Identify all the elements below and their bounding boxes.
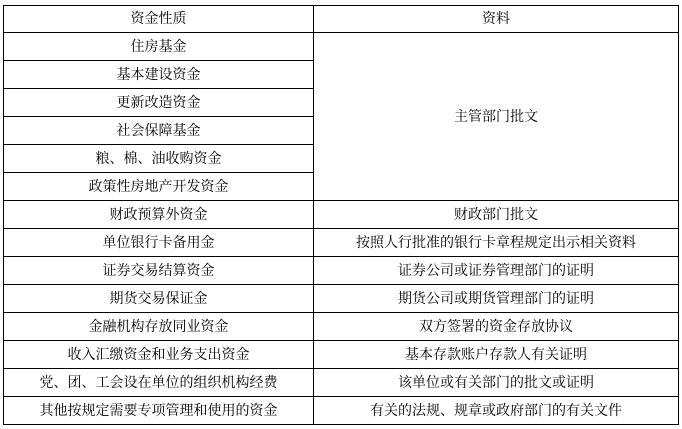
- table-row: [4, 285, 679, 313]
- materials-cell: 有关的法规、规章或政府部门的有关文件: [314, 397, 679, 425]
- fund-nature-cell: 其他按规定需要专项管理和使用的资金: [4, 397, 314, 425]
- table-header-row: [4, 6, 679, 33]
- materials-cell: 基本存款账户存款人有关证明: [314, 341, 679, 369]
- materials-cell: 按照人行批准的银行卡章程规定出示相关资料: [314, 229, 679, 257]
- materials-cell: 期货公司或期货管理部门的证明: [314, 285, 679, 313]
- materials-cell: 主管部门批文: [314, 33, 679, 201]
- header-materials: 资料: [314, 6, 679, 33]
- fund-nature-cell: 证券交易结算资金: [4, 257, 314, 285]
- fund-nature-cell: 财政预算外资金: [4, 201, 314, 229]
- table-row: [4, 201, 679, 229]
- fund-nature-cell: 党、团、工会设在单位的组织机构经费: [4, 369, 314, 397]
- fund-nature-cell: 金融机构存放同业资金: [4, 313, 314, 341]
- fund-nature-cell: 住房基金: [4, 33, 314, 61]
- table-row: [4, 257, 679, 285]
- table-row: [4, 229, 679, 257]
- table-row: [4, 33, 679, 61]
- fund-nature-cell: 粮、棉、油收购资金: [4, 145, 314, 173]
- table-row: [4, 313, 679, 341]
- table-row: [4, 341, 679, 369]
- materials-cell: 双方签署的资金存放协议: [314, 313, 679, 341]
- fund-nature-cell: 基本建设资金: [4, 61, 314, 89]
- table-row: [4, 397, 679, 425]
- table-row: [4, 369, 679, 397]
- materials-cell: 证券公司或证券管理部门的证明: [314, 257, 679, 285]
- fund-nature-cell: 更新改造资金: [4, 89, 314, 117]
- header-fund-nature: 资金性质: [4, 6, 314, 33]
- fund-nature-cell: 社会保障基金: [4, 117, 314, 145]
- fund-nature-table: [3, 5, 679, 425]
- fund-nature-cell: 单位银行卡备用金: [4, 229, 314, 257]
- fund-nature-cell: 期货交易保证金: [4, 285, 314, 313]
- materials-cell: 该单位或有关部门的批文或证明: [314, 369, 679, 397]
- materials-cell: 财政部门批文: [314, 201, 679, 229]
- fund-nature-cell: 收入汇缴资金和业务支出资金: [4, 341, 314, 369]
- fund-nature-cell: 政策性房地产开发资金: [4, 173, 314, 201]
